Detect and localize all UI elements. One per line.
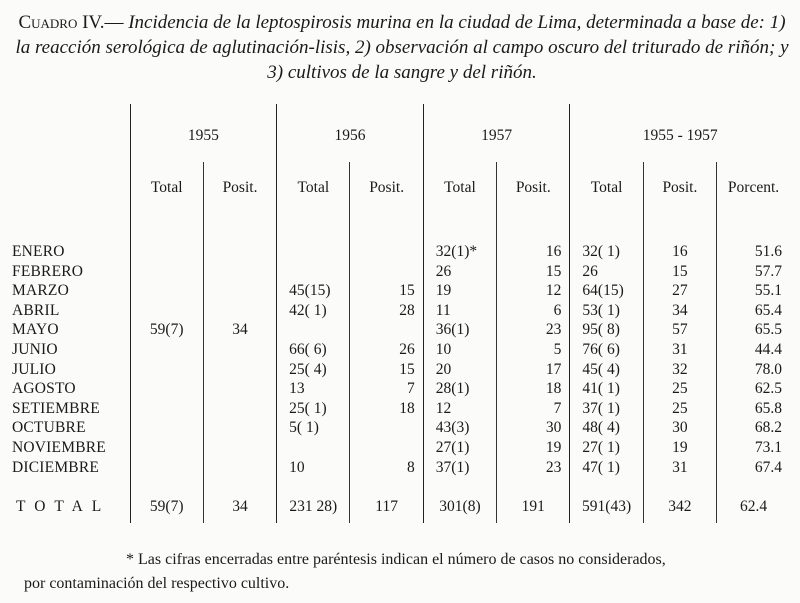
table-cell: 15 <box>497 262 570 282</box>
table-cell: 66( 6) <box>277 340 350 360</box>
year-header: 1955 - 1957 <box>570 110 790 162</box>
table-cell: 57.7 <box>717 262 790 282</box>
table-cell: 42( 1) <box>277 301 350 321</box>
table-cell: 16 <box>643 242 716 262</box>
column-header: Posit. <box>350 162 423 214</box>
table-cell: 26 <box>570 262 643 282</box>
table-row <box>10 399 790 419</box>
table-cell: 53( 1) <box>570 301 643 321</box>
table-cell <box>203 340 276 360</box>
table-cell: 65.4 <box>717 301 790 321</box>
table-cell <box>203 399 276 419</box>
month-label: ABRIL <box>12 301 60 319</box>
column-header: Total <box>277 162 350 214</box>
table-cell <box>277 262 350 282</box>
table-cell: 78.0 <box>717 360 790 380</box>
table-caption <box>14 10 790 85</box>
table-cell <box>277 320 350 340</box>
table-cell: 65.8 <box>717 399 790 419</box>
table-cell: 27( 1) <box>570 438 643 458</box>
table-cell: 12 <box>423 399 496 419</box>
table-cell: 25( 4) <box>277 360 350 380</box>
table-cell <box>203 281 276 301</box>
table-cell: 32( 1) <box>570 242 643 262</box>
table-cell: 57 <box>643 320 716 340</box>
table-cell: 28 <box>350 301 423 321</box>
table-cell: 28(1) <box>423 379 496 399</box>
table-cell <box>203 262 276 282</box>
table-cell: 65.5 <box>717 320 790 340</box>
table-cell: 25 <box>643 379 716 399</box>
table-cell <box>350 418 423 438</box>
year-header: 1956 <box>277 110 424 162</box>
table-cell <box>203 379 276 399</box>
table-row <box>10 340 790 360</box>
table-row <box>10 458 790 478</box>
table-cell: 62.5 <box>717 379 790 399</box>
table-cell: 41( 1) <box>570 379 643 399</box>
table-row <box>10 320 790 340</box>
table-cell: 19 <box>423 281 496 301</box>
caption-label: Cuadro IV.— <box>18 12 124 33</box>
column-header: Total <box>423 162 496 214</box>
footnote-line: * Las cifras encerradas entre paréntesis indican el número de casos no considerados, <box>126 551 666 568</box>
table-cell: 30 <box>643 418 716 438</box>
table-cell: 19 <box>497 438 570 458</box>
year-header-row <box>10 110 790 162</box>
month-label: ENERO <box>12 243 65 260</box>
total-cell: 342 <box>643 491 716 523</box>
total-cell: 59(7) <box>130 491 203 523</box>
table-cell: 51.6 <box>717 242 790 262</box>
total-cell: 231 28) <box>277 491 350 523</box>
month-label: AGOSTO <box>12 380 76 398</box>
table-cell: 12 <box>497 281 570 301</box>
month-label: SETIEMBRE <box>12 399 100 417</box>
table-cell: 15 <box>350 281 423 301</box>
table-cell: 31 <box>643 458 716 478</box>
table-cell: 15 <box>643 262 716 282</box>
table-cell: 13 <box>277 379 350 399</box>
total-cell: 62.4 <box>717 491 790 523</box>
table-cell: 37(1) <box>423 458 496 478</box>
table-row <box>10 301 790 321</box>
month-label: JUNIO <box>12 340 58 358</box>
total-label: TOTAL <box>16 498 111 516</box>
table-cell <box>130 438 203 458</box>
table-cell: 95( 8) <box>570 320 643 340</box>
footnote-line: por contaminación del respectivo cultivo. <box>24 575 290 592</box>
year-header: 1955 <box>130 110 277 162</box>
table-cell: 23 <box>497 320 570 340</box>
table-cell <box>203 418 276 438</box>
column-header: Posit. <box>643 162 716 214</box>
table-cell <box>203 360 276 380</box>
table-cell: 16 <box>497 242 570 262</box>
table-cell: 5 <box>497 340 570 360</box>
total-cell: 591(43) <box>570 491 643 523</box>
month-label: JULIO <box>12 360 57 378</box>
column-header: Total <box>570 162 643 214</box>
month-label: OCTUBRE <box>12 419 86 437</box>
table-cell <box>130 340 203 360</box>
table-cell <box>130 360 203 380</box>
table-cell: 45( 4) <box>570 360 643 380</box>
footnote <box>24 548 784 596</box>
data-table <box>10 104 790 523</box>
table-cell: 5( 1) <box>277 418 350 438</box>
table-cell <box>203 301 276 321</box>
column-header: Total <box>130 162 203 214</box>
table-cell: 30 <box>497 418 570 438</box>
table-cell <box>130 458 203 478</box>
table-cell: 17 <box>497 360 570 380</box>
table-cell: 32(1)* <box>423 242 496 262</box>
table-cell: 7 <box>350 379 423 399</box>
table-cell: 7 <box>497 399 570 419</box>
table-cell: 20 <box>423 360 496 380</box>
table-cell <box>350 320 423 340</box>
table-cell <box>203 458 276 478</box>
total-cell: 191 <box>497 491 570 523</box>
table-cell: 45(15) <box>277 281 350 301</box>
table-row <box>10 242 790 262</box>
table-row <box>10 360 790 380</box>
month-label: DICIEMBRE <box>12 458 100 476</box>
table-cell: 67.4 <box>717 458 790 478</box>
table-cell <box>130 399 203 419</box>
table-cell: 19 <box>643 438 716 458</box>
table-cell: 59(7) <box>130 320 203 340</box>
table-cell: 15 <box>350 360 423 380</box>
table-cell: 26 <box>350 340 423 360</box>
table-cell <box>130 262 203 282</box>
table-cell: 26 <box>423 262 496 282</box>
table-cell: 64(15) <box>570 281 643 301</box>
table-cell: 36(1) <box>423 320 496 340</box>
table-cell <box>130 301 203 321</box>
month-label: FEBRERO <box>12 262 84 280</box>
table-row <box>10 379 790 399</box>
table-row <box>10 262 790 282</box>
table-cell: 10 <box>277 458 350 478</box>
table-row <box>10 438 790 458</box>
table-cell: 48( 4) <box>570 418 643 438</box>
total-cell: 117 <box>350 491 423 523</box>
table-cell: 47( 1) <box>570 458 643 478</box>
table-cell <box>350 438 423 458</box>
table-cell: 25 <box>643 399 716 419</box>
table-cell: 73.1 <box>717 438 790 458</box>
month-label: MAYO <box>12 321 59 339</box>
table-cell: 37( 1) <box>570 399 643 419</box>
total-row <box>10 491 790 523</box>
table-cell <box>130 242 203 262</box>
table-cell: 23 <box>497 458 570 478</box>
month-label: NOVIEMBRE <box>12 438 106 456</box>
table-cell <box>350 262 423 282</box>
total-cell: 34 <box>203 491 276 523</box>
table-cell <box>350 242 423 262</box>
table-cell: 34 <box>643 301 716 321</box>
table-cell: 27(1) <box>423 438 496 458</box>
table-cell: 43(3) <box>423 418 496 438</box>
caption-text: Incidencia de la leptospirosis murina en la ciudad de Lima, determinada a base de: 1) la reacción serológica de aglutinación-lisis, 2) observación al campo oscuro del triturado de riñón; y 3) cultivos de la sangre y del riñón. <box>15 12 789 83</box>
table-cell: 27 <box>643 281 716 301</box>
table-cell <box>130 281 203 301</box>
column-header: Porcent. <box>717 162 790 214</box>
table-cell: 32 <box>643 360 716 380</box>
table-row <box>10 418 790 438</box>
table-cell <box>277 242 350 262</box>
table-cell: 18 <box>497 379 570 399</box>
table-cell: 44.4 <box>717 340 790 360</box>
column-header: Posit. <box>497 162 570 214</box>
table-cell <box>277 438 350 458</box>
table-cell: 11 <box>423 301 496 321</box>
table-cell <box>203 242 276 262</box>
table-cell <box>203 438 276 458</box>
month-label: MARZO <box>12 282 69 300</box>
table-cell: 34 <box>203 320 276 340</box>
table-cell: 31 <box>643 340 716 360</box>
table-cell <box>130 418 203 438</box>
table-cell: 8 <box>350 458 423 478</box>
table-cell: 76( 6) <box>570 340 643 360</box>
table-cell: 55.1 <box>717 281 790 301</box>
table-cell: 18 <box>350 399 423 419</box>
table-cell: 68.2 <box>717 418 790 438</box>
column-header: Posit. <box>203 162 276 214</box>
table-cell: 10 <box>423 340 496 360</box>
table-cell <box>130 379 203 399</box>
table-cell: 25( 1) <box>277 399 350 419</box>
year-header: 1957 <box>423 110 570 162</box>
subheader-row <box>10 162 790 214</box>
total-cell: 301(8) <box>423 491 496 523</box>
table-cell: 6 <box>497 301 570 321</box>
table-row <box>10 281 790 301</box>
